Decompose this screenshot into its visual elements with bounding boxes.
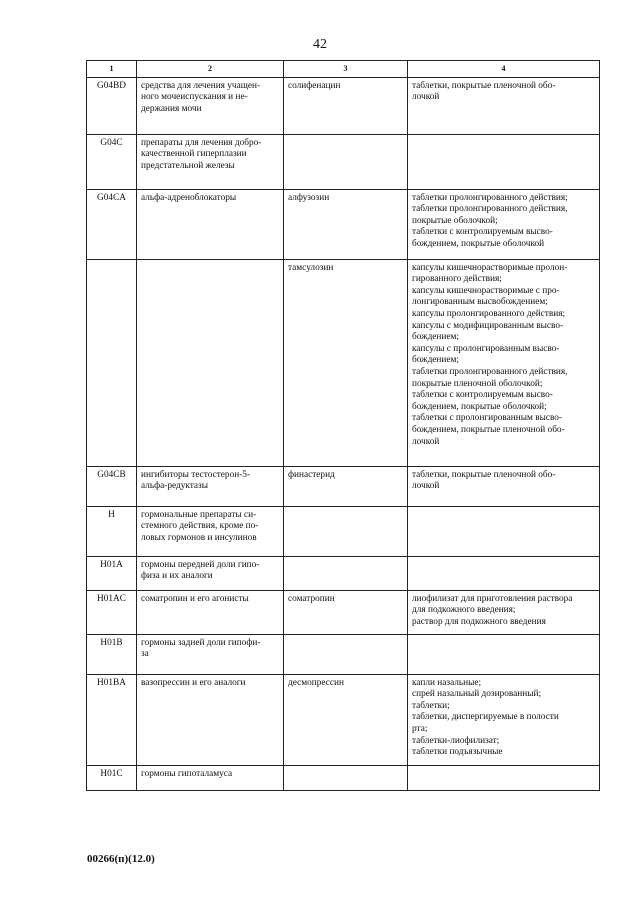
atc-code-cell <box>87 259 137 466</box>
dosage-form-line: бождением; <box>412 355 459 366</box>
dosage-form-line: капсулы с пролонгированным высво- <box>412 343 560 354</box>
dosage-form-line: лочкой <box>412 92 440 103</box>
dosage-form-line: покрытые оболочкой; <box>412 215 498 226</box>
group-line: предстательной железы <box>141 160 235 171</box>
pharmacological-group-cell <box>137 506 284 556</box>
group-line: стемного действия, кроме по- <box>141 521 259 532</box>
pharmacological-group-cell <box>137 466 284 506</box>
drug-name-cell <box>284 765 408 790</box>
dosage-form-line: капсулы пролонгированного действия; <box>412 308 566 319</box>
dosage-forms-cell <box>408 674 600 765</box>
table-row <box>87 77 600 134</box>
dosage-form-line: для подкожного введения; <box>412 605 516 616</box>
atc-code-cell: H01C <box>87 765 137 790</box>
dosage-forms-cell <box>408 134 600 189</box>
dosage-form-line: таблетки пролонгированного действия, <box>412 204 568 215</box>
dosage-form-line: таблетки-лиофилизат; <box>412 735 500 746</box>
group-line: альфа-редуктазы <box>141 481 208 492</box>
dosage-form-line: таблетки, диспергируемые в полости <box>412 712 559 723</box>
drug-table <box>86 60 600 791</box>
table-row <box>87 506 600 556</box>
pharmacological-group-cell <box>137 259 284 466</box>
drug-name-cell <box>284 189 408 259</box>
atc-code-cell: G04CB <box>87 466 137 506</box>
group-line: средства для лечения учащен- <box>141 80 261 91</box>
atc-code-cell: H01B <box>87 634 137 674</box>
dosage-form-line: таблетки с контролируемым высво- <box>412 227 553 238</box>
atc-code-cell: H01BA <box>87 674 137 765</box>
group-line: соматропин и его агонисты <box>141 593 249 604</box>
dosage-form-line: раствор для подкожного введения <box>412 616 546 627</box>
group-line: гормоны передней доли гипо- <box>141 559 260 570</box>
group-line: за <box>141 649 149 660</box>
dosage-form-line: таблетки, покрытые пленочной обо- <box>412 80 556 91</box>
pharmacological-group-cell <box>137 134 284 189</box>
table-header-row <box>87 61 600 78</box>
dosage-form-line: спрей назальный дозированный; <box>412 689 542 700</box>
drug-name: солифенацин <box>288 80 341 91</box>
atc-code-cell: H <box>87 506 137 556</box>
table-row <box>87 765 600 790</box>
dosage-forms-cell <box>408 466 600 506</box>
table-row <box>87 556 600 590</box>
drug-name: соматропин <box>288 593 335 604</box>
column-header: 4 <box>408 61 600 78</box>
drug-name: алфузозин <box>288 192 330 203</box>
dosage-forms-cell <box>408 77 600 134</box>
dosage-form-line: таблетки пролонгированного действия; <box>412 192 568 203</box>
dosage-form-line: покрытые пленочной оболочкой; <box>412 378 543 389</box>
drug-name-cell <box>284 634 408 674</box>
dosage-form-line: таблетки с контролируемым высво- <box>412 390 553 401</box>
table-row <box>87 259 600 466</box>
table-row <box>87 189 600 259</box>
dosage-form-line: бождением, покрытые пленочной обо- <box>412 424 565 435</box>
dosage-form-line: гированного действия; <box>412 274 502 285</box>
dosage-forms-cell <box>408 189 600 259</box>
table-row <box>87 634 600 674</box>
drug-name-cell <box>284 590 408 634</box>
dosage-forms-cell <box>408 259 600 466</box>
dosage-forms-cell <box>408 590 600 634</box>
drug-name-cell <box>284 77 408 134</box>
group-line: альфа-адреноблокаторы <box>141 192 237 203</box>
dosage-form-line: рта; <box>412 723 428 734</box>
column-header: 3 <box>284 61 408 78</box>
group-line: вазопрессин и его аналоги <box>141 677 246 688</box>
pharmacological-group-cell <box>137 590 284 634</box>
atc-code-cell: H01A <box>87 556 137 590</box>
group-line: препараты для лечения добро- <box>141 137 262 148</box>
dosage-form-line: лочкой <box>412 481 440 492</box>
document-code: 00266(п)(12.0) <box>87 853 155 865</box>
dosage-form-line: таблетки с пролонгированным высво- <box>412 413 563 424</box>
group-line: гормоны гипоталамуса <box>141 768 233 779</box>
drug-name-cell <box>284 556 408 590</box>
group-line: ловых гормонов и инсулинов <box>141 532 257 543</box>
dosage-forms-cell <box>408 506 600 556</box>
pharmacological-group-cell <box>137 634 284 674</box>
group-line: держания мочи <box>141 103 202 114</box>
drug-name-cell <box>284 466 408 506</box>
atc-code-cell: G04BD <box>87 77 137 134</box>
column-header: 1 <box>87 61 137 78</box>
dosage-form-line: таблетки подъязычные <box>412 747 503 758</box>
group-line: ингибиторы тестостерон-5- <box>141 469 251 480</box>
page-number: 42 <box>313 37 327 52</box>
dosage-form-line: капсулы с модифицированным высво- <box>412 320 564 331</box>
drug-name: десмопрессин <box>288 677 344 688</box>
dosage-form-line: таблетки, покрытые пленочной обо- <box>412 469 556 480</box>
group-line: физа и их аналоги <box>141 571 213 582</box>
column-header: 2 <box>137 61 284 78</box>
dosage-forms-cell <box>408 634 600 674</box>
dosage-forms-cell <box>408 765 600 790</box>
dosage-form-line: таблетки пролонгированного действия, <box>412 366 568 377</box>
dosage-form-line: лочкой <box>412 436 440 447</box>
group-line: ного мочеиспускания и не- <box>141 92 248 103</box>
pharmacological-group-cell <box>137 556 284 590</box>
table-row <box>87 134 600 189</box>
dosage-form-line: капли назальные; <box>412 677 482 688</box>
table-row <box>87 674 600 765</box>
group-line: гормоны задней доли гипофи- <box>141 637 261 648</box>
atc-code-cell: G04C <box>87 134 137 189</box>
table-body <box>87 77 600 790</box>
dosage-form-line: бождением; <box>412 332 459 343</box>
dosage-form-line: лонгированным высвобождением; <box>412 297 548 308</box>
drug-name-cell <box>284 506 408 556</box>
pharmacological-group-cell <box>137 765 284 790</box>
drug-name: финастерид <box>288 469 335 480</box>
dosage-form-line: таблетки; <box>412 700 450 711</box>
pharmacological-group-cell <box>137 77 284 134</box>
atc-code-cell: G04CA <box>87 189 137 259</box>
drug-name-cell <box>284 674 408 765</box>
pharmacological-group-cell <box>137 189 284 259</box>
dosage-form-line: бождением, покрытые оболочкой <box>412 238 545 249</box>
dosage-form-line: бождением, покрытые оболочкой; <box>412 401 547 412</box>
drug-name-cell <box>284 134 408 189</box>
drug-name-cell <box>284 259 408 466</box>
group-line: гормональные препараты си- <box>141 509 257 520</box>
table-row <box>87 466 600 506</box>
dosage-form-line: капсулы кишечнорастворимые с про- <box>412 285 560 296</box>
pharmacological-group-cell <box>137 674 284 765</box>
group-line: качественной гиперплазии <box>141 149 247 160</box>
dosage-forms-cell <box>408 556 600 590</box>
table-row <box>87 590 600 634</box>
drug-name: тамсулозин <box>288 262 334 273</box>
dosage-form-line: капсулы кишечнорастворимые пролон- <box>412 262 568 273</box>
dosage-form-line: лиофилизат для приготовления раствора <box>412 593 573 604</box>
atc-code-cell: H01AC <box>87 590 137 634</box>
